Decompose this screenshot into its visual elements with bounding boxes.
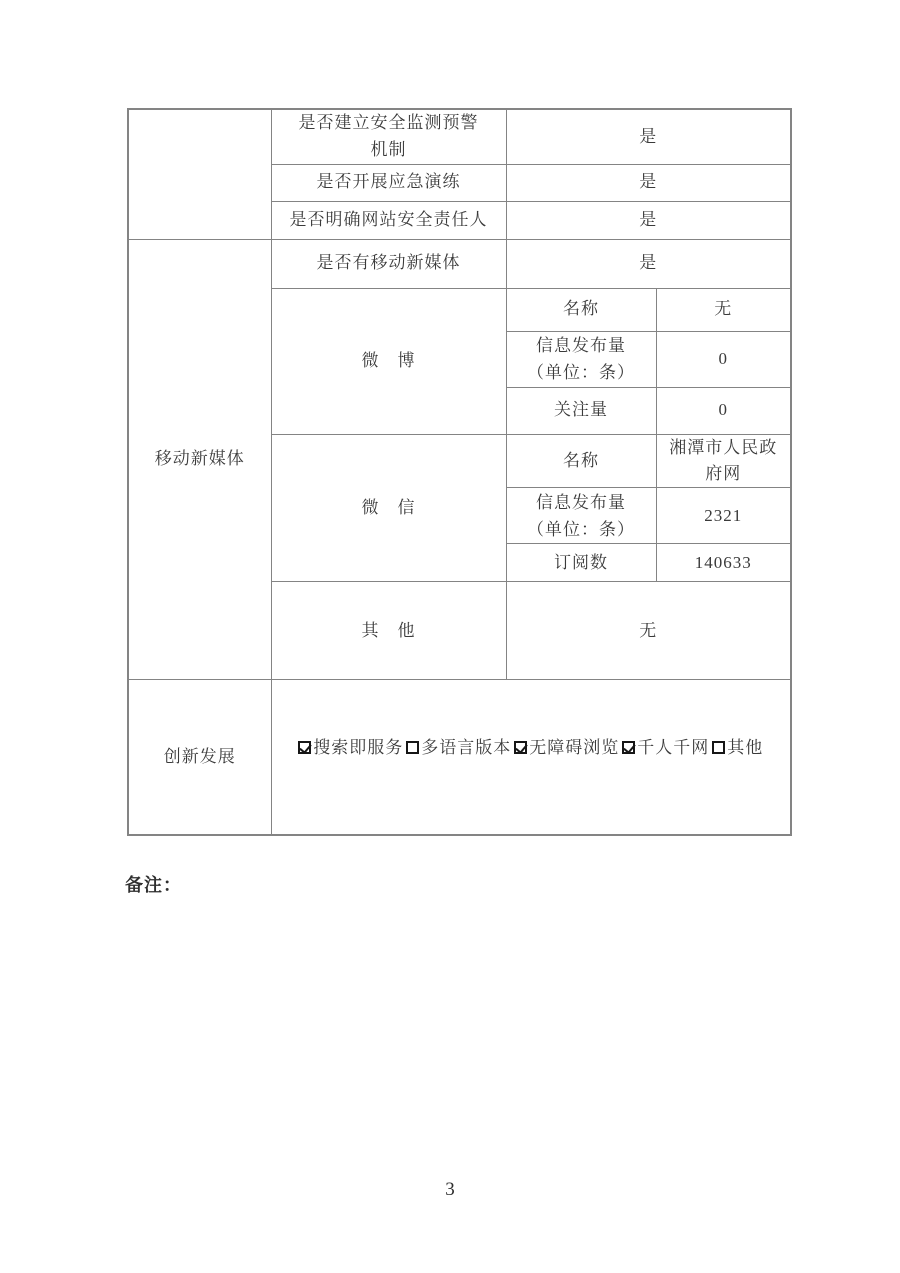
annual-report-table [127,108,792,836]
checkbox-label-search-as-service: 搜索即服务 [313,737,404,757]
checkbox-label-other: 其他 [727,737,764,757]
checkbox-personalized-web [622,741,635,754]
section-cell-empty [128,109,271,239]
wechat-name-value-cell [656,434,791,488]
security-monitor-label-cell [271,109,506,164]
emergency-drill-label: 是否开展应急演练 [271,164,506,201]
emergency-drill-value: 是 [506,164,791,201]
checkbox-label-personalized-web: 千人千网 [637,737,710,757]
security-monitor-label: 是否建立安全监测预警机制 [298,113,479,159]
wechat-label: 微 信 [271,434,506,582]
innovation-options [276,735,787,761]
weibo-name-label: 名称 [506,288,656,331]
page-number: 3 [445,1179,455,1200]
weibo-followers-value: 0 [656,387,791,434]
checkbox-search-as-service [298,741,311,754]
security-officer-value: 是 [506,201,791,239]
other-media-value: 无 [506,582,791,680]
checkbox-multilanguage [406,741,419,754]
wechat-volume-label-cell [506,488,656,544]
weibo-volume-label-cell [506,331,656,387]
table-row [128,109,791,164]
table-row [128,239,791,288]
weibo-followers-label: 关注量 [506,387,656,434]
table-row [128,680,791,835]
checkbox-accessibility [514,741,527,754]
wechat-volume-label: 信息发布量 [536,492,626,512]
has-mobile-media-label: 是否有移动新媒体 [271,239,506,288]
checkbox-label-accessibility: 无障碍浏览 [529,737,620,757]
section-label-innovation: 创新发展 [128,680,271,835]
weibo-volume-label: 信息发布量 [536,335,626,355]
weibo-label: 微 博 [271,288,506,434]
remarks-label: 备注： [125,875,182,895]
weibo-volume-unit: （单位：条） [527,363,635,382]
wechat-subscribers-label: 订阅数 [506,544,656,582]
security-monitor-value: 是 [506,109,791,164]
wechat-name-value: 湘潭市人民政府网 [669,437,778,483]
wechat-volume-unit: （单位：条） [527,519,635,539]
weibo-name-value: 无 [656,288,791,331]
wechat-subscribers-value: 140633 [656,544,791,582]
section-label-mobile-media: 移动新媒体 [128,239,271,680]
has-mobile-media-value: 是 [506,239,791,288]
other-media-label: 其 他 [271,582,506,680]
weibo-volume-value: 0 [656,331,791,387]
checkbox-other [712,741,725,754]
wechat-name-label: 名称 [506,434,656,488]
checkbox-label-multilanguage: 多语言版本 [421,737,512,757]
innovation-options-cell [271,680,791,835]
security-officer-label: 是否明确网站安全责任人 [271,201,506,239]
wechat-volume-value: 2321 [656,488,791,544]
